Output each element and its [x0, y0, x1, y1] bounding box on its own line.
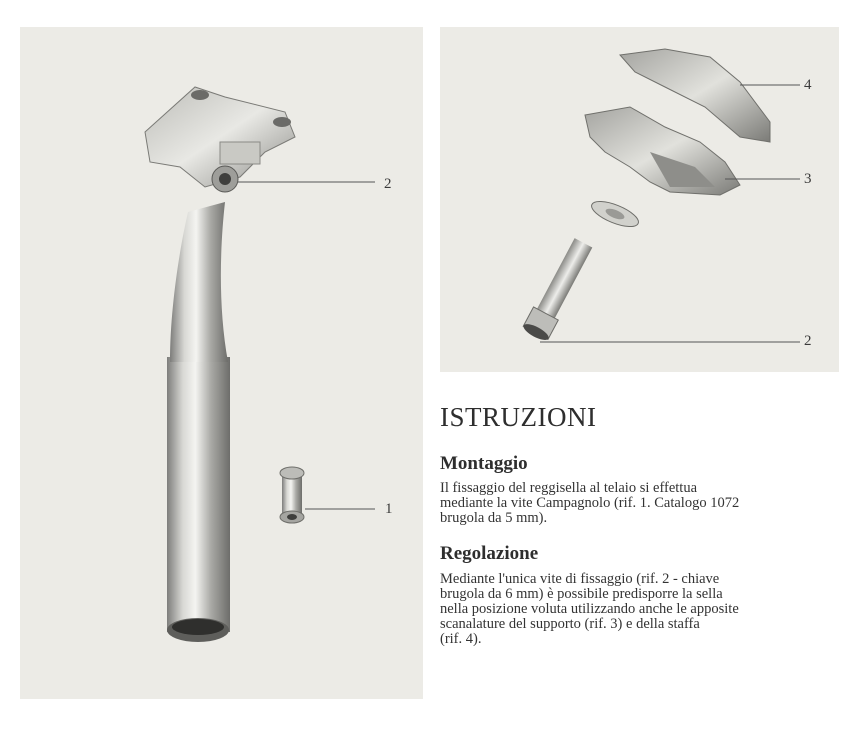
callout-right-3: 3: [804, 171, 812, 187]
section-text-regolazione: Mediante l'unica vite di fissaggio (rif. 2 - chiave brugola da 6 mm) è possibile predisporre la sella nella posizione voluta utilizzando anche le apposite scanalature del supporto (rif. 3) e della staffa (rif. 4).: [440, 571, 739, 647]
seatpost-tube: [167, 357, 230, 632]
callout-left-2: 2: [384, 176, 392, 192]
callout-right-2: 2: [804, 333, 812, 349]
section-heading-montaggio: Montaggio: [440, 453, 528, 474]
binder-bolt: [280, 467, 304, 523]
callout-left-1: 1: [385, 501, 393, 517]
seatpost-neck: [170, 202, 228, 362]
section-text-montaggio: Il fissaggio del reggisella al telaio si effettua mediante la vite Campagnolo (rif. 1. Catalogo 1072 brugola da 5 mm).: [440, 480, 740, 526]
seatpost-photo: [20, 27, 423, 699]
saddle-support: [585, 107, 740, 195]
seatpost-illustration: [20, 27, 423, 699]
adjustment-bolt: [521, 236, 595, 343]
exploded-parts-photo: [440, 27, 839, 372]
exploded-parts-illustration: [440, 27, 839, 372]
callout-right-4: 4: [804, 77, 812, 93]
instructions-title: ISTRUZIONI: [440, 402, 597, 432]
section-heading-regolazione: Regolazione: [440, 543, 539, 564]
